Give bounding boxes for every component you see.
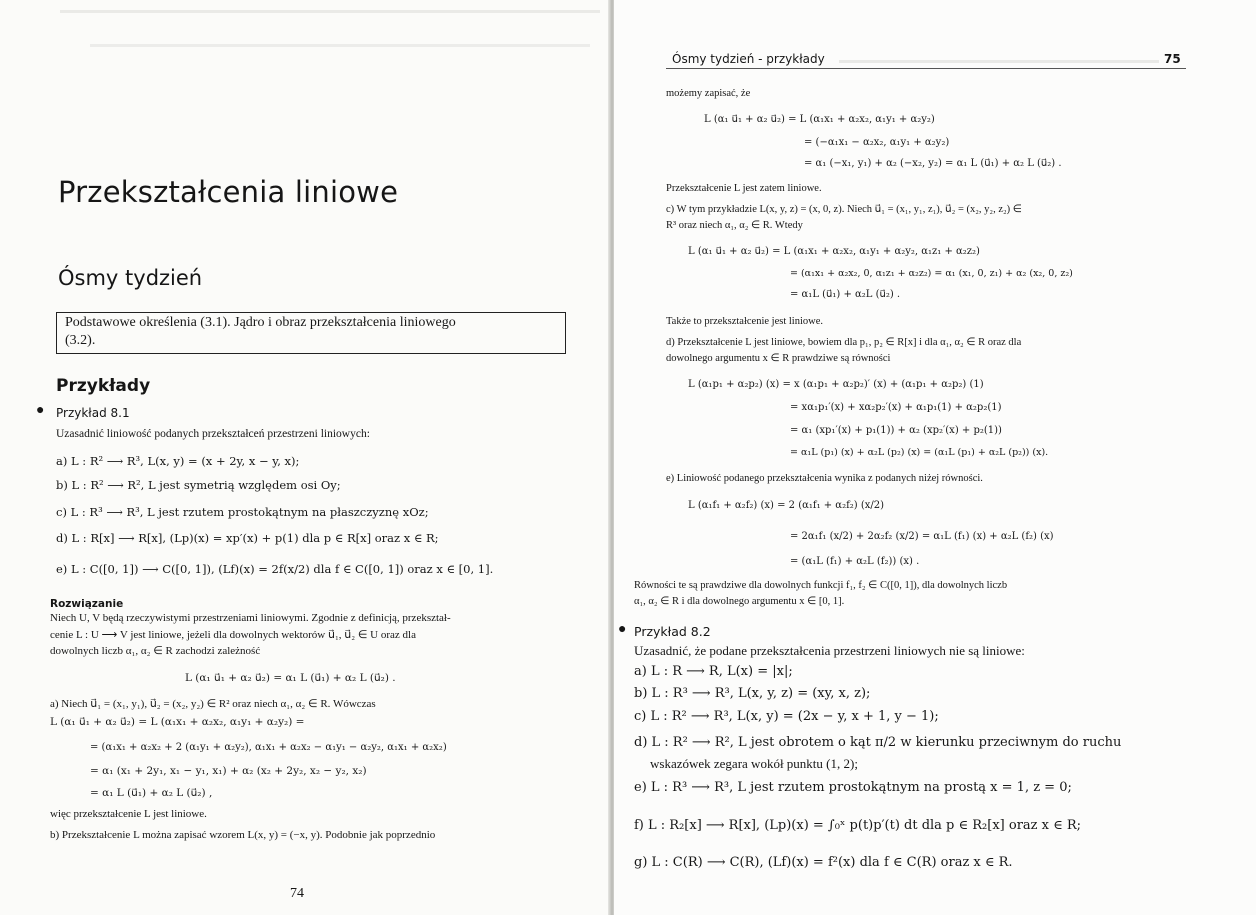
list-item: wskazówek zegara wokół punktu (1, 2); xyxy=(650,756,858,771)
paragraph-line: b) Przekształcenie L można zapisać wzorem L(x, y) = (−x, y). Podobnie jak poprzednio xyxy=(50,829,436,841)
example-title: Przykład 8.1 xyxy=(56,406,130,420)
paragraph-line: Równości te są prawdziwe dla dowolnych funkcji f₁, f₂ ∈ C([0, 1]), dla dowolnych liczb xyxy=(634,580,1008,591)
list-item: e) L : C([0, 1]) ⟶ C([0, 1]), (Lf)(x) = 2f(x/2) dla f ∈ C([0, 1]) oraz x ∈ [0, 1]. xyxy=(56,562,494,576)
equation: = (α₁x₁ + α₂x₂ + 2 (α₁y₁ + α₂y₂), α₁x₁ + α₂x₂ − α₁y₁ − α₂y₂, α₁x₁ + α₂x₂) xyxy=(90,742,447,753)
page-number: 74 xyxy=(290,886,304,901)
list-item: g) L : C(R) ⟶ C(R), (Lf)(x) = f²(x) dla f ∈ C(R) oraz x ∈ R. xyxy=(634,855,1013,870)
right-page xyxy=(614,0,1256,915)
equation: = α₁ (xp₁′(x) + p₁(1)) + α₂ (xp₂′(x) + p₂(1)) xyxy=(790,425,1002,436)
list-item: b) L : R³ ⟶ R³, L(x, y, z) = (xy, x, z); xyxy=(634,686,871,701)
equation: = α₁ (−x₁, y₁) + α₂ (−x₂, y₂) = α₁ L (u⃗₁) + α₂ L (u⃗₂) . xyxy=(804,158,1062,169)
bleed-through xyxy=(90,44,590,47)
list-item: d) L : R[x] ⟶ R[x], (Lp)(x) = xp′(x) + p(1) dla p ∈ R[x] oraz x ∈ R; xyxy=(56,531,439,545)
paragraph-line: Także to przekształcenie jest liniowe. xyxy=(666,316,823,327)
paragraph-line: c) W tym przykładzie L(x, y, z) = (x, 0, z). Niech u⃗₁ = (x₁, y₁, z₁), u⃗₂ = (x₂, y₂, z₂) ∈ xyxy=(666,204,1022,215)
page-number: 75 xyxy=(1164,52,1181,66)
list-item: c) L : R² ⟶ R³, L(x, y) = (2x − y, x + 1, y − 1); xyxy=(634,709,939,724)
solution-title: Rozwiązanie xyxy=(50,598,124,610)
left-page xyxy=(0,0,612,915)
equation: = α₁ (x₁ + 2y₁, x₁ − y₁, x₁) + α₂ (x₂ + 2y₂, x₂ − y₂, x₂) xyxy=(90,765,367,777)
header-rule xyxy=(666,68,1186,69)
section-title: Przykłady xyxy=(56,376,151,396)
list-item: e) L : R³ ⟶ R³, L jest rzutem prostokątnym na prostą x = 1, z = 0; xyxy=(634,780,1072,795)
equation: = xα₁p₁′(x) + xα₂p₂′(x) + α₁p₁(1) + α₂p₂(1) xyxy=(790,402,1002,413)
list-item: f) L : R₂[x] ⟶ R[x], (Lp)(x) = ∫₀ˣ p(t)p′(t) dt dla p ∈ R₂[x] oraz x ∈ R; xyxy=(634,818,1082,833)
equation: L (α₁ u⃗₁ + α₂ u⃗₂) = L (α₁x₁ + α₂x₂, α₁y₁ + α₂y₂, α₁z₁ + α₂z₂) xyxy=(688,246,980,257)
equation: = α₁L (u⃗₁) + α₂L (u⃗₂) . xyxy=(790,289,901,300)
topics-box xyxy=(56,312,566,354)
paragraph-line: α₁, α₂ ∈ R i dla dowolnego argumentu x ∈ [0, 1]. xyxy=(634,596,845,607)
list-item: b) L : R² ⟶ R², L jest symetrią względem osi Oy; xyxy=(56,478,341,492)
paragraph-line: a) Niech u⃗₁ = (x₁, y₁), u⃗₂ = (x₂, y₂) ∈ R² oraz niech α₁, α₂ ∈ R. Wówczas xyxy=(50,698,376,710)
paragraph-line: Przekształcenie L jest zatem liniowe. xyxy=(666,183,822,194)
example-title: Przykład 8.2 xyxy=(634,624,711,639)
list-item: c) L : R³ ⟶ R³, L jest rzutem prostokątnym na płaszczyznę xOz; xyxy=(56,505,429,519)
example-intro: Uzasadnić liniowość podanych przekształceń przestrzeni liniowych: xyxy=(56,428,370,440)
bleed-through xyxy=(60,10,600,13)
equation: L (α₁f₁ + α₂f₂) (x) = 2 (α₁f₁ + α₂f₂) (x/2) xyxy=(688,500,885,511)
bullet-icon: ● xyxy=(618,622,627,637)
equation: = (α₁L (f₁) + α₂L (f₂)) (x) . xyxy=(790,556,920,567)
paragraph-line: możemy zapisać, że xyxy=(666,88,751,99)
paragraph-line: R³ oraz niech α₁, α₂ ∈ R. Wtedy xyxy=(666,220,803,231)
paragraph-line: dowolnych liczb α₁, α₂ ∈ R zachodzi zależność xyxy=(50,645,261,657)
equation: L (α₁ u⃗₁ + α₂ u⃗₂) = L (α₁x₁ + α₂x₂, α₁y₁ + α₂y₂) xyxy=(704,114,935,125)
running-header: Ósmy tydzień - przykłady xyxy=(672,52,825,66)
equation: = 2α₁f₁ (x/2) + 2α₂f₂ (x/2) = α₁L (f₁) (x) + α₂L (f₂) (x) xyxy=(790,531,1054,542)
paragraph-line: więc przekształcenie L jest liniowe. xyxy=(50,808,207,820)
list-item: a) L : R ⟶ R, L(x) = |x|; xyxy=(634,664,793,679)
paragraph-line: d) Przekształcenie L jest liniowe, bowiem dla p₁, p₂ ∈ R[x] i dla α₁, α₂ ∈ R oraz dla xyxy=(666,337,1022,348)
equation: = (α₁x₁ + α₂x₂, 0, α₁z₁ + α₂z₂) = α₁ (x₁, 0, z₁) + α₂ (x₂, 0, z₂) xyxy=(790,268,1073,279)
equation: = α₁L (p₁) (x) + α₂L (p₂) (x) = (α₁L (p₁) + α₂L (p₂)) (x). xyxy=(790,447,1049,458)
paragraph-line: Niech U, V będą rzeczywistymi przestrzeniami liniowymi. Zgodnie z definicją, przekształ- xyxy=(50,612,451,624)
equation: L (α₁p₁ + α₂p₂) (x) = x (α₁p₁ + α₂p₂)′ (x) + (α₁p₁ + α₂p₂) (1) xyxy=(688,379,984,390)
week-title: Ósmy tydzień xyxy=(58,266,203,290)
equation: L (α₁ u⃗₁ + α₂ u⃗₂) = L (α₁x₁ + α₂x₂, α₁y₁ + α₂y₂) = xyxy=(50,716,305,728)
paragraph-line: cenie L : U ⟶ V jest liniowe, jeżeli dla dowolnych wektorów u⃗₁, u⃗₂ ∈ U oraz dla xyxy=(50,629,416,641)
equation: L (α₁ u⃗₁ + α₂ u⃗₂) = α₁ L (u⃗₁) + α₂ L (u⃗₂) . xyxy=(185,672,396,684)
list-item: a) L : R² ⟶ R³, L(x, y) = (x + 2y, x − y, x); xyxy=(56,454,300,468)
equation: = (−α₁x₁ − α₂x₂, α₁y₁ + α₂y₂) xyxy=(804,137,950,148)
equation: = α₁ L (u⃗₁) + α₂ L (u⃗₂) , xyxy=(90,787,213,799)
bleed-through xyxy=(839,60,1159,63)
list-item: d) L : R² ⟶ R², L jest obrotem o kąt π/2 w kierunku przeciwnym do ruchu xyxy=(634,735,1122,750)
bullet-icon: ● xyxy=(36,403,45,418)
chapter-title: Przekształcenia liniowe xyxy=(58,175,399,209)
paragraph-line: dowolnego argumentu x ∈ R prawdziwe są równości xyxy=(666,353,891,364)
example-intro: Uzasadnić, że podane przekształcenia przestrzeni liniowych nie są liniowe: xyxy=(634,643,1025,658)
topics-box-line: Podstawowe określenia (3.1). Jądro i obraz przekształcenia liniowego xyxy=(65,315,456,330)
paragraph-line: e) Liniowość podanego przekształcenia wynika z podanych niżej równości. xyxy=(666,473,983,484)
topics-box-line: (3.2). xyxy=(65,333,96,348)
